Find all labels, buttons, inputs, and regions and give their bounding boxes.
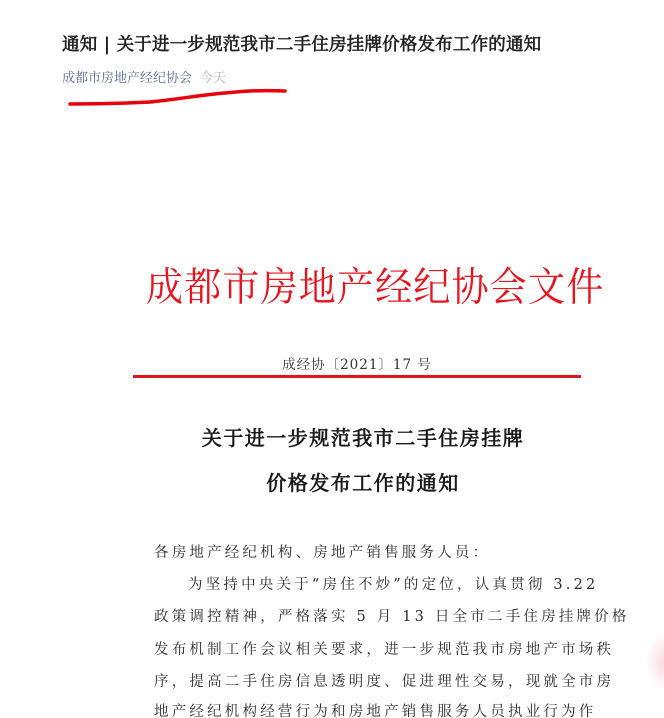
article-title: 通知 | 关于进一步规范我市二手住房挂牌价格发布工作的通知 <box>62 35 542 55</box>
article-meta <box>62 67 226 86</box>
document-header-title: 成都市房地产经纪协会文件 <box>146 263 605 310</box>
document-body-line: 地产经纪机构经营行为和房地产销售服务人员执业行为作 <box>154 704 597 718</box>
document-salutation: 各房地产经纪机构、房地产销售服务人员： <box>154 545 491 561</box>
document-image <box>0 110 664 718</box>
document-number: 成经协〔2021〕17 号 <box>282 357 432 373</box>
document-subject-line-1: 关于进一步规范我市二手住房挂牌 <box>201 426 525 450</box>
document-body-line: 序，提高二手住房信息透明度、促进理性交易，现就全市房 <box>154 674 615 690</box>
document-body-line: 政策调控精神，严格落实 5 月 13 日全市二手住房挂牌价格 <box>154 609 630 625</box>
document-subject-line-2: 价格发布工作的通知 <box>266 471 460 495</box>
author-link[interactable]: 成都市房地产经纪协会 <box>62 71 193 86</box>
document-body-line: 为坚持中央关于“房住不炒”的定位，认真贯彻 3.22 <box>188 577 599 593</box>
document-red-rule <box>133 375 581 378</box>
seal-fragment <box>646 632 664 692</box>
document-body-line: 发布机制工作会议相关要求，进一步规范我市房地产市场秩 <box>154 642 615 658</box>
publish-date: 今天 <box>200 71 227 86</box>
